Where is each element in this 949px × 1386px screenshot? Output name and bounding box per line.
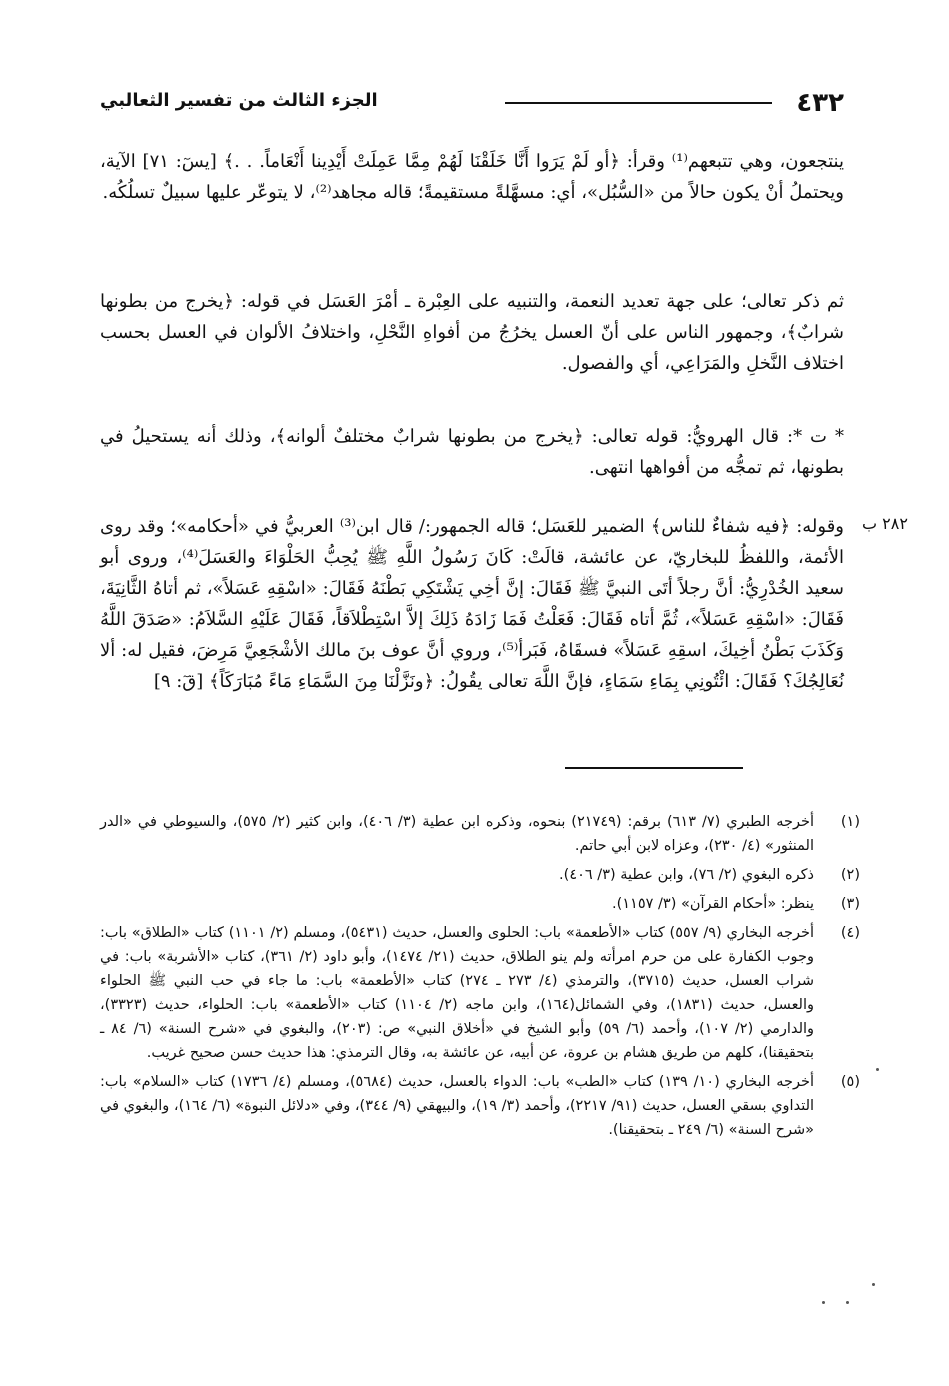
footnote	[100, 863, 860, 887]
footnote-separator	[565, 767, 743, 769]
footnote-number: (١)	[840, 814, 860, 830]
paragraph-text: وقوله: ﴿فيه شفاءٌ للناس﴾ الضمير للعَسَل؛ قاله الجمهور:/ قال ابن⁽³⁾ العربيُّ في «أحكامه»؛ وقد روى الأئمة، واللفظُ للبخاريّ، عن عائشة، قالَتْ: كَانَ رَسُولُ اللَّهِ ﷺ يُحِبُّ الحَلْوَاءَ والعَسَلَ⁽⁴⁾، وروى أبو سعيد الخُدْرِيُّ: أنَّ رجلاً أتَى النبيَّ ﷺ فَقَالَ: إنَّ أخِي يَشْتَكِي بَطْنَهُ فَقَالَ: «اسْقِهِ عَسَلاً»، ثم أتاهُ الثَّانِيَةَ، فَقَالَ: «اسْقِهِ عَسَلاً»، ثُمَّ أتاه فَقَالَ: فَعَلْتُ فَمَا زَادَهُ ذَلِكَ إلاَّ اسْتِطْلاَقاً، فَقَالَ عَلَيْهِ السَّلاَمُ: «صَدَقَ اللَّهُ وَكَذَبَ بَطْنُ أخِيكَ، اسقِهِ عَسَلاً» فسقَاهُ، فَبَرأ⁽⁵⁾، وروي أنَّ عوف بنَ مالك الأشْجَعِيَّ مَرِضَ، فقيل له: ألا نُعَالِجُكَ؟ فَقَالَ: ائْتُونِي بِمَاءِ سَمَاءٍ، فإنَّ اللَّهَ تعالى يقُولُ: ﴿ونَزَّلْنَا مِنَ السَّمَاءِ مَاءً مُبَارَكَاً﴾ [قٓ: ٩]	[100, 516, 844, 692]
footnote-text: أخرجه البخاري (٩/ ٥٥٧) كتاب «الأطعمة» باب: الحلوى والعسل، حديث (٥٤٣١)، ومسلم (٢/ ١١٠١) كتاب «الطلاق» باب: وجوب الكفارة على من حرم امرأته ولم ينو الطلاق، حديث (٢١/ ١٤٧٤)، وأبو داود (٢/ ٣٦١)، كتاب «الأشربة» باب: في شراب العسل، حديث (٣٧١٥)، والترمذي (٤/ ٢٧٣ ـ ٢٧٤) كتاب «الأطعمة» باب: ما جاء في حب النبي ﷺ الحلواء والعسل، حديث (١٨٣١)، وفي الشمائل(١٦٤)، وابن ماجه (٢/ ١١٠٤) كتاب «الأطعمة» باب: الحلواء، حديث (٣٣٢٣)، والدارمي (٢/ ١٠٧)، وأحمد (٦/ ٥٩) وأبو الشيخ في «أخلاق النبي» ص: (٢٠٣)، والبغوي في «شرح السنة» (٦/ ٨٤ ـ بتحقيقنا)، كلهم من طريق هشام بن عروة، عن أبيه، عن عائشة به، وقال الترمذي: هذا حديث حسن صحيح غريب.	[100, 925, 815, 1061]
footnote-text: أخرجه الطبري (٧/ ٦١٣) برقم: (٢١٧٤٩) بنحوه، وذكره ابن عطية (٣/ ٤٠٦)، وابن كثير (٢/ ٥٧٥)، والسيوطي في «الدر المنثور» (٤/ ٢٣٠)، وعزاه لابن أبي حاتم.	[100, 814, 815, 854]
footnote	[100, 892, 860, 916]
footnotes	[100, 810, 860, 1147]
footnote-number: (٤)	[840, 925, 860, 941]
footnote	[100, 921, 860, 1065]
running-title: الجزء الثالث من تفسير الثعالبي	[100, 90, 378, 111]
footnote-text: ينظر: «أحكام القرآن» (٣/ ١١٥٧).	[611, 896, 814, 912]
footnote-number: (٣)	[840, 896, 860, 912]
footnote-number: (٥)	[840, 1074, 860, 1090]
paragraph-text: * ت *: قال الهرويُّ: قوله تعالى: ﴿يخرج من بطونها شرابٌ مختلفٌ ألوانه﴾، وذلك أنه يستحيلُ في بطونها، ثم تمجُّه من أفواهها انتهى.	[100, 426, 844, 478]
footnote-number: (٢)	[840, 867, 860, 883]
paragraph-text: ينتجعون، وهي تتبعهم⁽¹⁾ وقرأ: ﴿أو لَمْ يَرَوا أَنَّا خَلَقْنَا لَهُمْ مِمَّا عَمِلَتْ أَيْدِينا أَنْعَاماً. . .﴾ [يسٓ: ٧١] الآية، ويحتملُ أنْ يكون حالاً من «السُّبُل»، أي: مسهَّلةً مستقيمةً؛ قاله مجاهد⁽²⁾، لا يتوعّر عليها سبيلٌ تسلُكُه.	[100, 151, 844, 203]
footnote	[100, 810, 860, 858]
paragraph-2	[100, 286, 844, 379]
manuscript-folio-note: ٢٨٢ ب	[862, 514, 908, 533]
scan-speck	[846, 1301, 849, 1304]
scan-speck	[822, 1301, 825, 1304]
footnote	[100, 1070, 860, 1142]
footnote-text: أخرجه البخاري (١٠/ ١٣٩) كتاب «الطب» باب: الدواء بالعسل، حديث (٥٦٨٤)، ومسلم (٤/ ١٧٣٦) كتاب «السلام» باب: التداوي بسقي العسل، حديث (٩١/ ٢٢١٧)، وأحمد (٣/ ١٩)، والبيهقي (٩/ ٣٤٤)، وفي «دلائل النبوة» (٦/ ١٦٤)، والبغوي في «شرح السنة» (٦/ ٢٤٩ ـ بتحقيقنا).	[100, 1074, 815, 1138]
paragraph-text: ثم ذكر تعالى؛ على جهة تعديد النعمة، والتنبيه على العِبْرة ـ أمْرَ العَسَل في قوله: ﴿يخرج من بطونها شرابٌ﴾، وجمهور الناس على أنّ العسل يخرُجُ من أفواهِ النَّحْلِ، واختلافُ الألوان في العسل بحسب اختلاف النَّخلِ والمَرَاعِي، أي والفصول.	[100, 291, 844, 374]
scan-speck	[872, 1283, 875, 1286]
paragraph-4	[100, 511, 844, 697]
scan-speck	[876, 1068, 879, 1071]
paragraph-3	[100, 421, 844, 483]
paragraph-1	[100, 146, 844, 208]
header-rule	[505, 102, 772, 104]
footnote-text: ذكره البغوي (٢/ ٧٦)، وابن عطية (٣/ ٤٠٦).	[559, 867, 814, 883]
page-header	[100, 88, 844, 124]
page-number: ٤٣٢	[796, 88, 844, 118]
